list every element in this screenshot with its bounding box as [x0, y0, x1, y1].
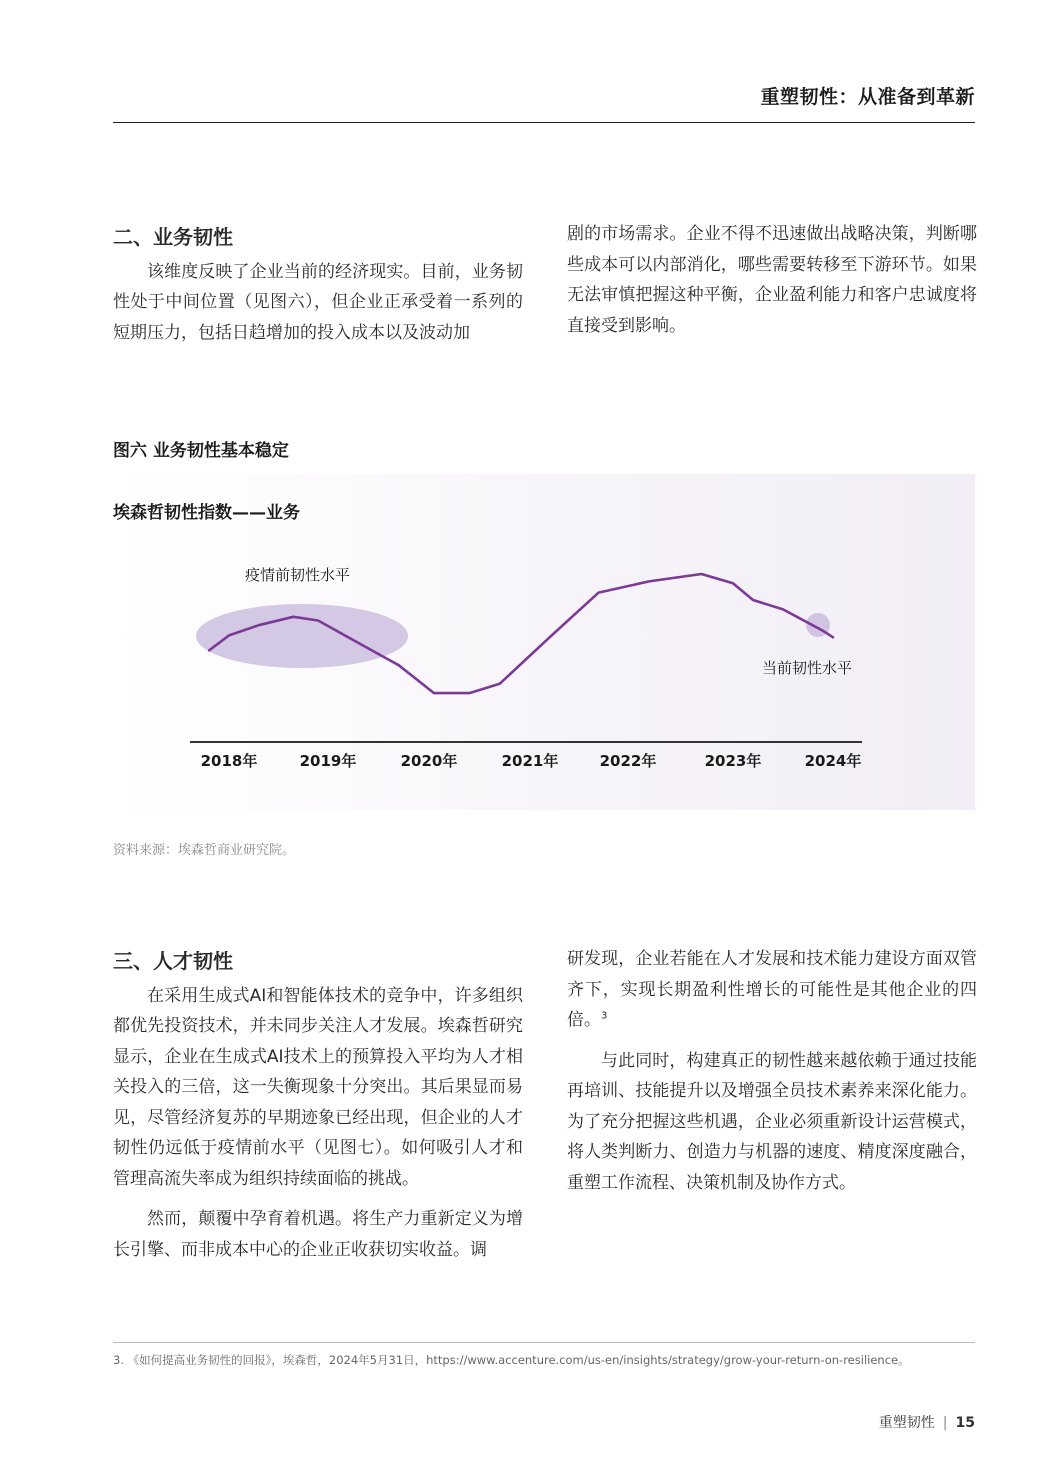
- x-tick-label: 2022年: [599, 752, 657, 770]
- page-number: 15: [955, 1415, 975, 1431]
- footer-label: 重塑韧性: [878, 1415, 935, 1431]
- figure6-title: 图六 业务韧性基本稳定: [113, 441, 289, 461]
- running-header-title: 重塑韧性：从准备到革新: [760, 86, 975, 108]
- section3-right-column: [567, 944, 977, 1198]
- section3-paragraph-2-text: 研发现，企业若能在人才发展和技术能力建设方面双管齐下，实现长期盈利性增长的可能性是其他企业的四倍。: [567, 949, 977, 1030]
- current-level-label: 当前韧性水平: [762, 659, 853, 677]
- x-tick-label: 2020年: [400, 752, 458, 770]
- x-tick-label: 2024年: [804, 752, 862, 770]
- footnote-divider: [113, 1342, 975, 1343]
- section3-left-column: [113, 946, 523, 1265]
- section2-heading: 二、业务韧性: [113, 225, 233, 249]
- section3-heading: 三、人才韧性: [113, 949, 233, 973]
- x-tick-labels: [201, 752, 862, 770]
- footnote-ref-3[interactable]: 3: [601, 1010, 608, 1022]
- pre-pandemic-label: 疫情前韧性水平: [245, 566, 351, 584]
- page-footer: [879, 1412, 975, 1432]
- footnote-3: 3. 《如何提高业务韧性的回报》，埃森哲，2024年5月31日，https://www.accenture.com/us-en/insights/strategy/grow-your-return-on-resilience。: [113, 1353, 910, 1367]
- chart-title: 埃森哲韧性指数——业务: [113, 503, 300, 523]
- x-tick-label: 2018年: [200, 752, 258, 770]
- x-tick-label: 2023年: [704, 752, 762, 770]
- x-tick-label: 2021年: [501, 752, 559, 770]
- section3-paragraph-1: 在采用生成式AI和智能体技术的竞争中，许多组织都优先投资技术，并未同步关注人才发展。埃森哲研究显示，企业在生成式AI技术上的预算投入平均为人才相关投入的三倍，这一失衡现象十分突出。其后果显而易见，尽管经济复苏的早期迹象已经出现，但企业的人才韧性仍远低于疫情前水平（见图七）。如何吸引人才和管理高流失率成为组织持续面临的挑战。: [113, 985, 523, 1189]
- section3-paragraph-3: 与此同时，构建真正的韧性越来越依赖于通过技能再培训、技能提升以及增强全员技术素养来深化能力。为了充分把握这些机遇，企业必须重新设计运营模式，将人类判断力、创造力与机器的速度、精度深度融合，重塑工作流程、决策机制及协作方式。: [567, 1050, 977, 1193]
- footer-separator: |: [942, 1415, 948, 1431]
- section2-paragraph-part2: 剧的市场需求。企业不得不迅速做出战略决策，判断哪些成本可以内部消化，哪些需要转移至下游环节。如果无法审慎把握这种平衡，企业盈利能力和客户忠诚度将直接受到影响。: [567, 224, 977, 336]
- figure-source: 资料来源：埃森哲商业研究院。: [113, 843, 296, 858]
- section2-paragraph-part1: 该维度反映了企业当前的经济现实。目前，业务韧性处于中间位置（见图六），但企业正承受着一系列的短期压力，包括日趋增加的投入成本以及波动加: [113, 261, 523, 343]
- x-tick-label: 2019年: [299, 752, 357, 770]
- section3-paragraph-2-part2: [567, 944, 977, 1036]
- section3-paragraph-2-part1: 然而，颠覆中孕育着机遇。将生产力重新定义为增长引擎、而非成本中心的企业正收获切实收益。调: [113, 1209, 523, 1260]
